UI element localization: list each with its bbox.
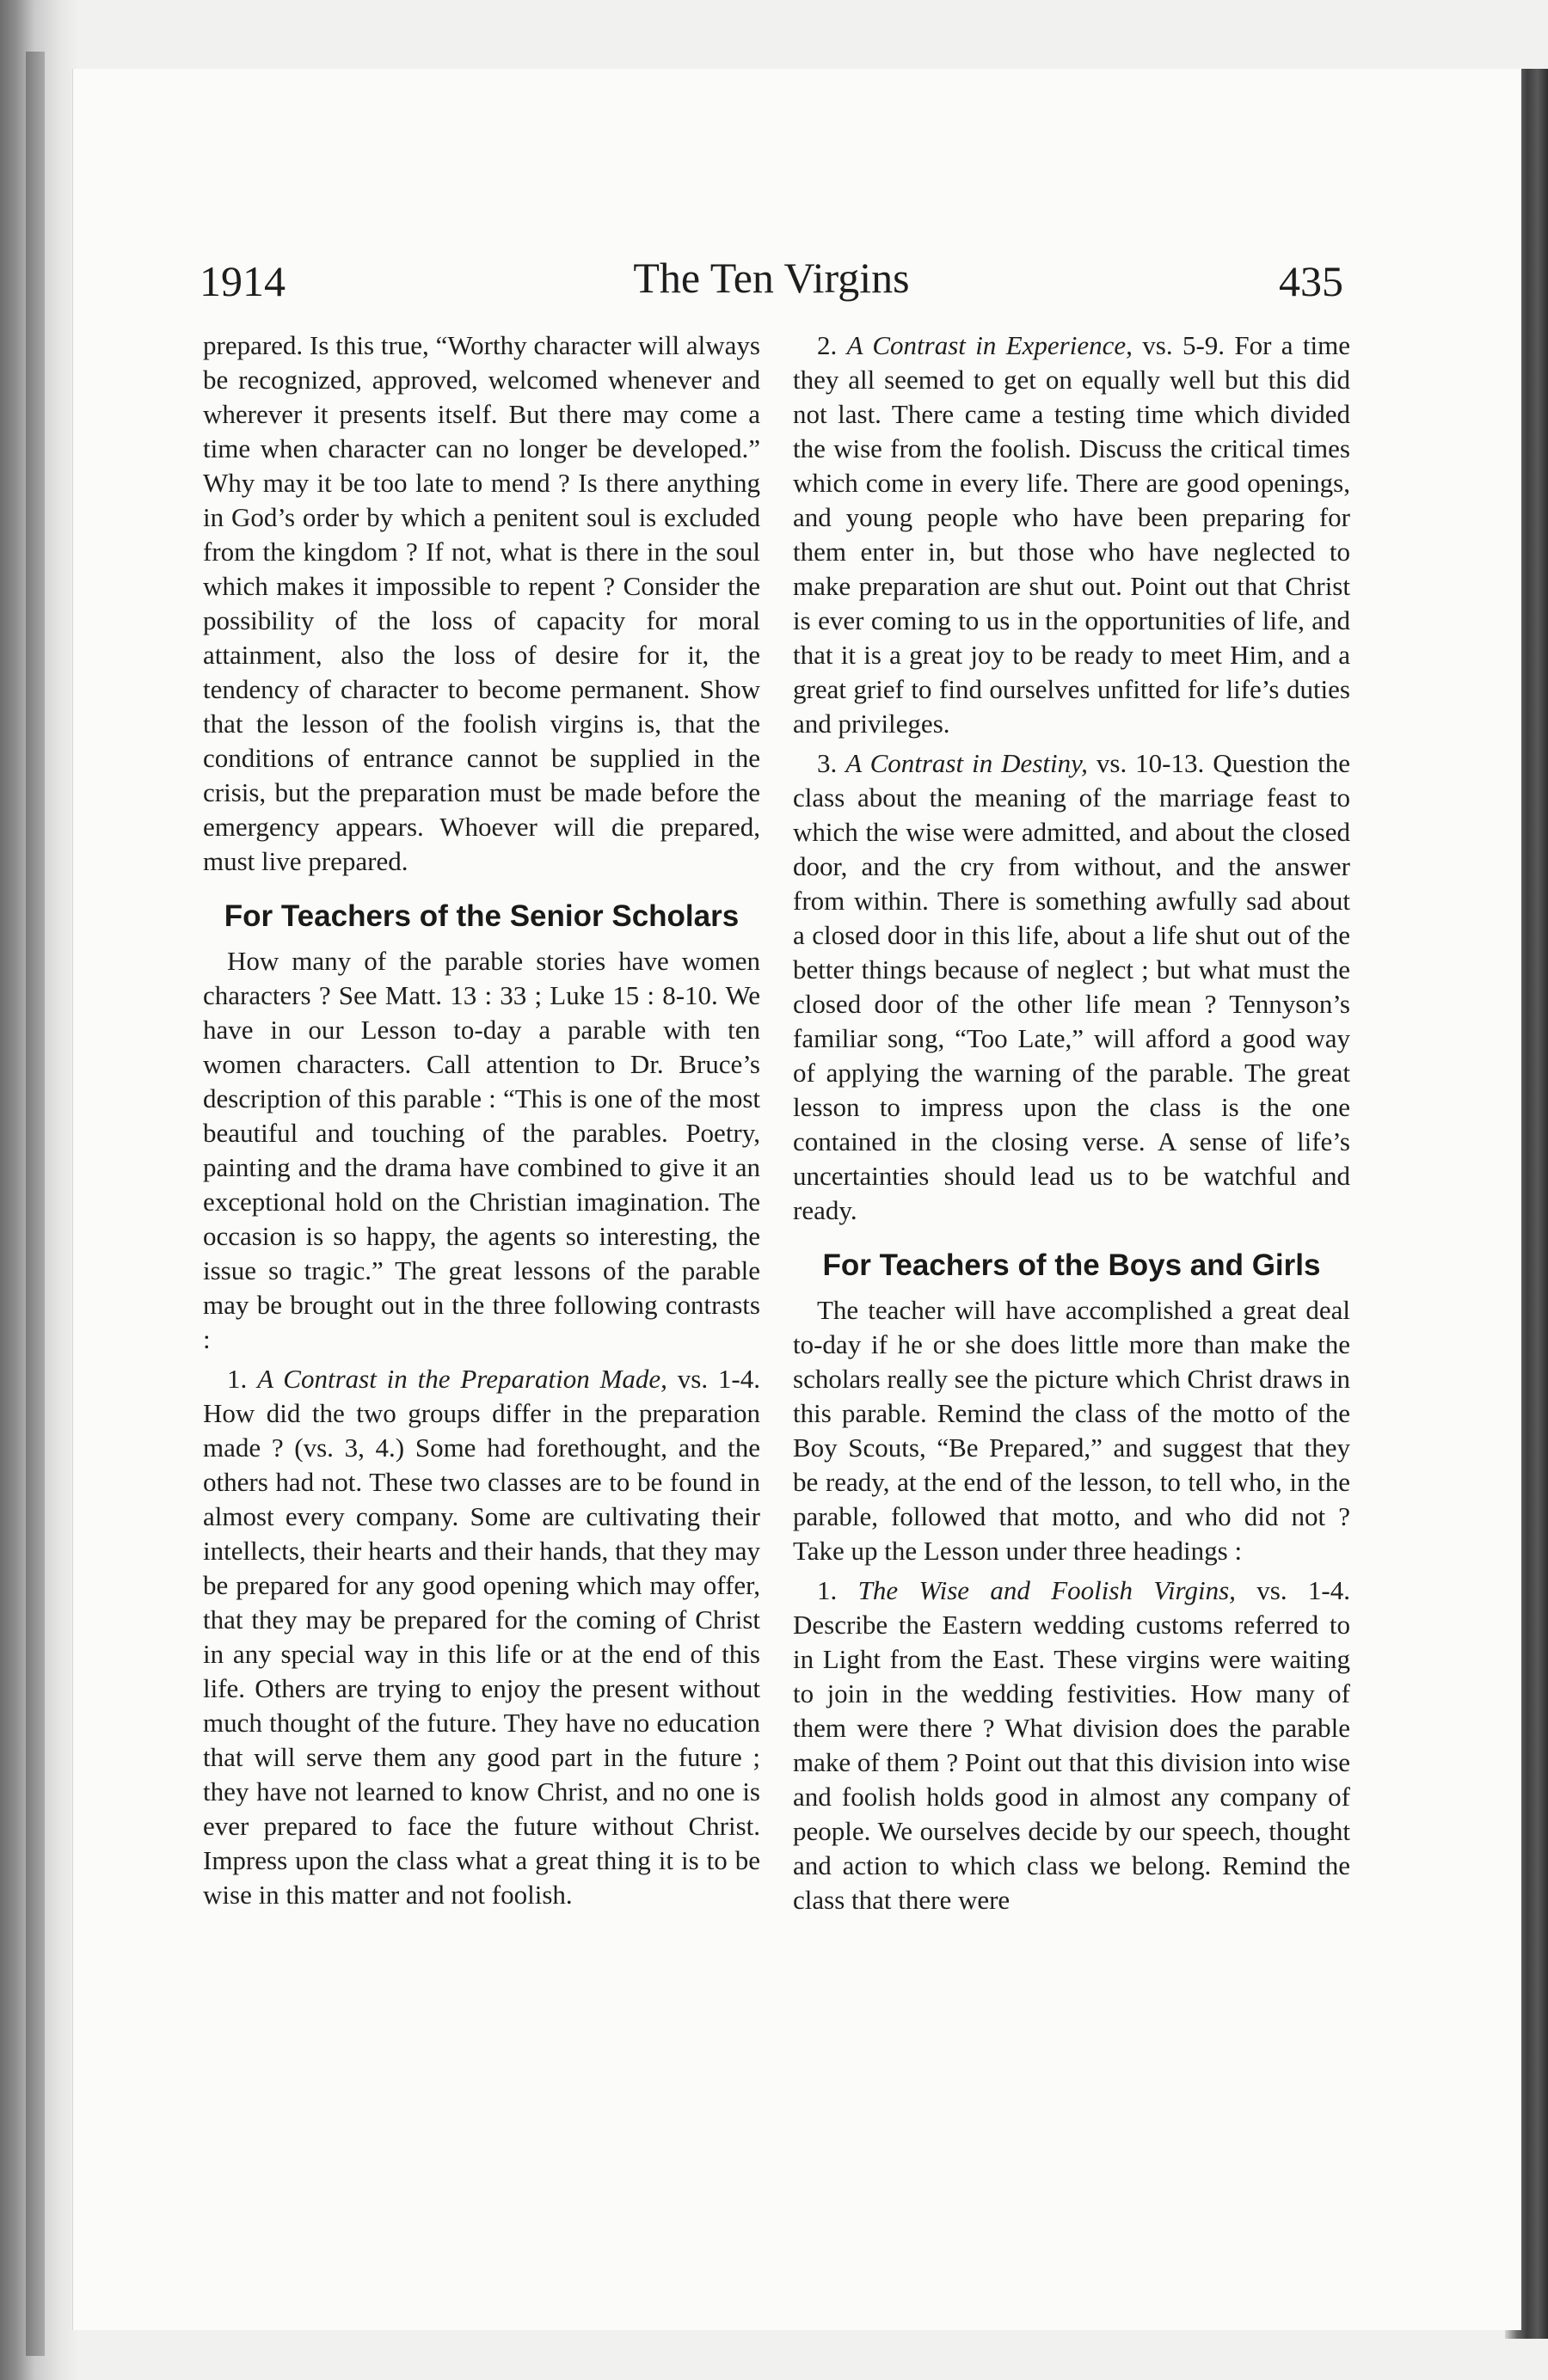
paragraph-wise-foolish: [793, 1573, 1350, 1917]
item-number: 1.: [227, 1364, 248, 1394]
section-heading-senior-scholars: For Teachers of the Senior Scholars: [224, 899, 740, 933]
paragraph-contrast-destiny: [793, 746, 1350, 1228]
paragraph-continuation: prepared. Is this true, “Worthy character will always be recognized, approved, welcomed whenever and wherever it presents itself. But there may come a time when character can no longer be developed.” Why may it be too late to mend ? Is there anything in God’s order by which a penitent soul is excluded from the kingdom ? If not, what is there in the soul which makes it impossible to repent ? Consider the possibility of the loss of capacity for moral attainment, also the loss of desire for it, the tendency of character to become permanent. Show that the lesson of the foolish virgins is, that the conditions of entrance cannot be supplied in the crisis, but the preparation must be made before the emergency appears. Whoever will die prepared, must live prepared.: [203, 330, 760, 876]
item-title: A Contrast in Destiny,: [845, 748, 1088, 778]
binding-shadow: [26, 52, 45, 2356]
item-body: vs. 1-4. Describe the Eastern wedding customs referred to in Light from the East. These virgins were waiting to join in the wedding festivities. How many of them were there ? What division does the parable make of them ? Point out that this division into wise and foolish holds good in almost any company of people. We ourselves decide by our speech, thought and action to which class we belong. Remind the class that there were: [793, 1575, 1351, 1915]
item-title: The Wise and Foolish Virgins,: [857, 1575, 1236, 1605]
left-column: [203, 328, 760, 1912]
running-header: [200, 249, 1343, 318]
page-number: 435: [1279, 257, 1343, 305]
section-heading-boys-girls: For Teachers of the Boys and Girls: [822, 1248, 1321, 1282]
header-title: The Ten Virgins: [633, 254, 910, 302]
item-number: 2.: [817, 330, 838, 360]
item-body: vs. 10-13. Question the class about the meaning of the marriage feast to which the wise were admitted, and about the closed door, and the cry from without, and the answer from within. There is something awfully sad about a closed door in this life, about a life shut out of the better things because of neglect ; but what must the closed door of the other life mean ? Tennyson’s familiar song, “Too Late,” will afford a good way of applying the warning of the parable. The great lesson to impress upon the class is the one contained in the closing verse. A sense of life’s uncertainties should lead us to be watchful and ready.: [793, 748, 1351, 1225]
header-year: 1914: [200, 257, 286, 305]
paragraph-contrast-preparation: [203, 1362, 760, 1912]
paragraph-senior-intro: How many of the parable stories have women characters ? See Matt. 13 : 33 ; Luke 15 : 8-10. We have in our Lesson to-day a parable with ten women characters. Call attention to Dr. Bruce’s description of this parable : “This is one of the most beautiful and touching of the parables. Poetry, painting and the drama have combined to give it an exceptional hold on the Christian imagination. The occasion is so happy, the agents so interesting, the issue so tragic.” The great lessons of the parable may be brought out in the three following contrasts :: [203, 946, 760, 1354]
item-title: A Contrast in the Preparation Made,: [257, 1364, 667, 1394]
right-column: [793, 328, 1350, 1917]
book-binding-left: [0, 0, 79, 2380]
paragraph-contrast-experience: [793, 328, 1350, 741]
item-body: vs. 5-9. For a time they all seemed to get on equally well but this did not last. There came a testing time which divided the wise from the foolish. Discuss the critical times which come in every life. There are good openings, and young people who have been preparing for them enter in, but those who have neglected to make preparation are shut out. Point out that Christ is ever coming to us in the opportunities of life, and that it is a great joy to be ready to meet Him, and a great grief to find ourselves unfitted for life’s duties and privileges.: [793, 330, 1351, 739]
item-title: A Contrast in Experience,: [846, 330, 1133, 360]
paragraph-boys-girls-intro: The teacher will have accomplished a great deal to-day if he or she does little more than make the scholars really see the picture which Christ draws in this parable. Remind the class of the motto of the Boy Scouts, “Be Prepared,” and suggest that they be ready, at the end of the lesson, to tell who, in the parable, followed that motto, and who did not ? Take up the Lesson under three headings :: [793, 1295, 1350, 1566]
item-body: vs. 1-4. How did the two groups differ in the preparation made ? (vs. 3, 4.) Some had forethought, and the others had not. These two classes are to be found in almost every company. Some are cultivating their intellects, their hearts and their hands, that they may be prepared for any good opening which may offer, that they may be prepared for the coming of Christ in any special way in this life or at the end of this life. Others are trying to enjoy the present without much thought of the future. They have no education that will serve them any good part in the future ; they have not learned to know Christ, and no one is ever prepared to face the future without Christ. Impress upon the class what a great thing it is to be wise in this matter and not foolish.: [203, 1364, 761, 1910]
item-number: 1.: [817, 1575, 838, 1605]
item-number: 3.: [817, 748, 838, 778]
